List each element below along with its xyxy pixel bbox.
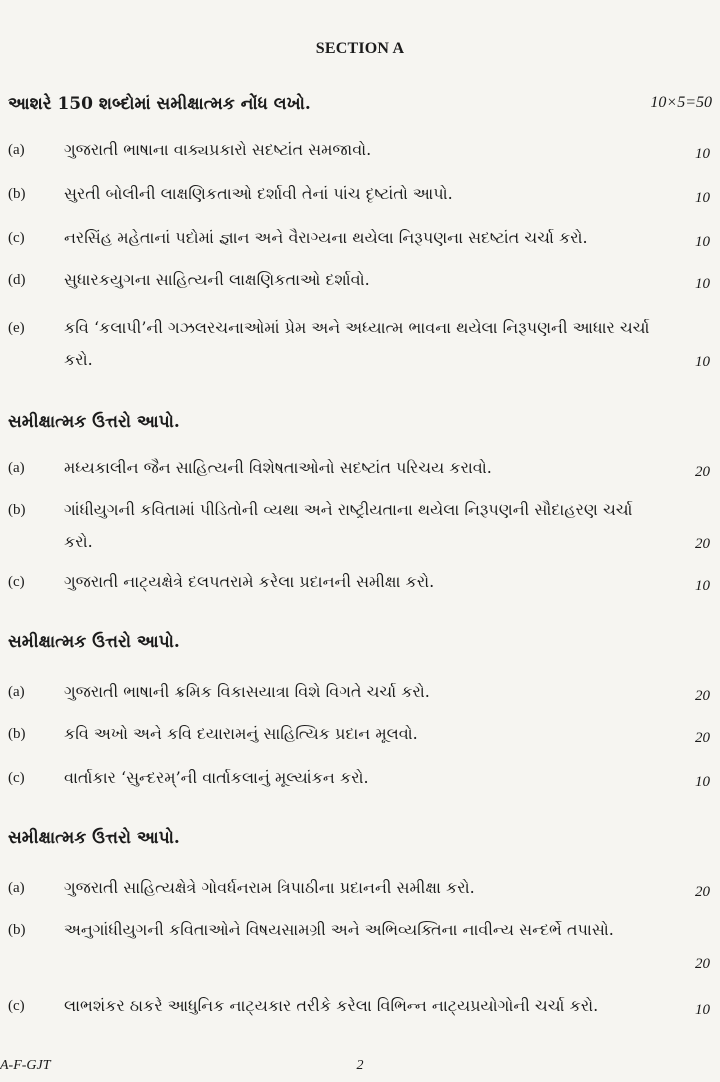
question-1-item-a — [8, 134, 710, 166]
item-label: (a) — [8, 142, 25, 158]
question-2-item-a — [8, 452, 710, 484]
item-label: (e) — [8, 320, 25, 336]
item-text: ગાંધીયુગની કવિતામાં પીડિતોની વ્યથા અને રાષ્ટ્રીયતાના થયેલા નિરૂપણની સૌદાહરણ ચર્ચા કરો. — [64, 500, 633, 551]
question-3-item-b — [8, 718, 710, 750]
item-label: (b) — [8, 726, 26, 742]
item-text: કવિ અખો અને કવિ દયારામનું સાહિત્યિક પ્રદાન મૂલવો. — [64, 724, 418, 743]
item-marks: 20 — [695, 884, 710, 900]
item-text: ગુજરાતી ભાષાની ક્રમિક વિકાસયાત્રા વિશે વિગતે ચર્ચા કરો. — [64, 682, 430, 701]
item-marks: 10 — [695, 146, 710, 162]
item-text: ગુજરાતી નાટ્યક્ષેત્રે દલપતરામે કરેલા પ્રદાનની સમીક્ષા કરો. — [64, 572, 435, 591]
item-marks: 10 — [695, 234, 710, 250]
item-marks: 10 — [695, 190, 710, 206]
item-marks: 20 — [695, 536, 710, 552]
question-4-item-c — [8, 990, 710, 1022]
item-marks: 10 — [695, 354, 710, 370]
item-text: કવિ ‘કલાપી’ની ગઝલરચનાઓમાં પ્રેમ અને અધ્યાત્મ ભાવના થયેલા નિરૂપણની આધાર ચર્ચા કરો. — [64, 318, 650, 369]
item-text: લાભશંકર ઠાકરે આધુનિક નાટ્યકાર તરીકે કરેલા વિભિન્ન નાટ્યપ્રયોગોની ચર્ચા કરો. — [64, 996, 599, 1015]
item-text: ગુજરાતી સાહિત્યક્ષેત્રે ગોવર્ધનરામ ત્રિપાઠીના પ્રદાનની સમીક્ષા કરો. — [64, 878, 475, 897]
item-text: વાર્તાકાર ‘સુન્દરમ્’ની વાર્તાકલાનું મૂલ્યાંકન કરો. — [64, 768, 369, 787]
paper-code: A-F-GJT — [0, 1058, 51, 1073]
item-text: સુધારકયુગના સાહિત્યની લાક્ષણિકતાઓ દર્શાવો. — [64, 270, 370, 289]
question-3-item-c — [8, 762, 710, 794]
item-marks: 20 — [695, 730, 710, 746]
question-1-heading — [8, 94, 712, 114]
item-marks: 10 — [695, 774, 710, 790]
question-2-heading — [8, 412, 712, 432]
item-marks: 10 — [695, 578, 710, 594]
item-label: (c) — [8, 770, 25, 786]
item-marks: 10 — [695, 1002, 710, 1018]
question-heading-text: સમીક્ષાત્મક ઉત્તરો આપો. — [8, 828, 180, 848]
question-3-item-a — [8, 676, 710, 708]
item-marks: 10 — [695, 276, 710, 292]
item-text: નરસિંહ મહેતાનાં પદોમાં જ્ઞાન અને વૈરાગ્યના થયેલા નિરૂપણના સદષ્ટાંત ચર્ચા કરો. — [64, 228, 588, 247]
question-total-marks: 10×5=50 — [650, 94, 712, 111]
item-label: (d) — [8, 272, 26, 288]
question-2-item-c — [8, 566, 710, 598]
item-text: મધ્યકાલીન જૈન સાહિત્યની વિશેષતાઓનો સદષ્ટાંત પરિચય કરાવો. — [64, 458, 492, 477]
question-1-item-b — [8, 178, 710, 210]
section-title: SECTION A — [315, 40, 405, 57]
question-heading-text: સમીક્ષાત્મક ઉત્તરો આપો. — [8, 412, 180, 432]
question-4-item-a — [8, 872, 710, 904]
question-4-heading — [8, 828, 712, 848]
item-label: (b) — [8, 502, 26, 518]
item-marks: 20 — [695, 464, 710, 480]
item-label: (c) — [8, 574, 25, 590]
question-heading-text: આશરે 150 શબ્દોમાં સમીક્ષાત્મક નોંધ લખો. — [8, 94, 311, 114]
item-label: (a) — [8, 460, 25, 476]
question-2-item-b — [8, 494, 710, 558]
item-text: સુરતી બોલીની લાક્ષણિકતાઓ દર્શાવી તેનાં પાંચ દૃષ્ટાંતો આપો. — [64, 184, 453, 203]
item-marks: 20 — [695, 956, 710, 972]
question-1-item-c — [8, 222, 710, 254]
item-marks: 20 — [695, 688, 710, 704]
question-3-heading — [8, 632, 712, 652]
question-4-item-b — [8, 914, 710, 978]
item-text: અનુગાંધીયુગની કવિતાઓને વિષયસામગ્રી અને અભિવ્યક્તિના નાવીન્ય સન્દર્ભે તપાસો. — [64, 920, 614, 939]
page-number: 2 — [356, 1058, 364, 1073]
item-label: (a) — [8, 684, 25, 700]
item-label: (b) — [8, 186, 26, 202]
item-label: (c) — [8, 230, 25, 246]
item-label: (c) — [8, 998, 25, 1014]
question-1-item-d — [8, 264, 710, 296]
item-label: (a) — [8, 880, 25, 896]
question-heading-text: સમીક્ષાત્મક ઉત્તરો આપો. — [8, 632, 180, 652]
question-1-item-e — [8, 312, 710, 376]
item-text: ગુજરાતી ભાષાના વાક્યપ્રકારો સદષ્ટાંત સમજાવો. — [64, 140, 372, 159]
item-label: (b) — [8, 922, 26, 938]
